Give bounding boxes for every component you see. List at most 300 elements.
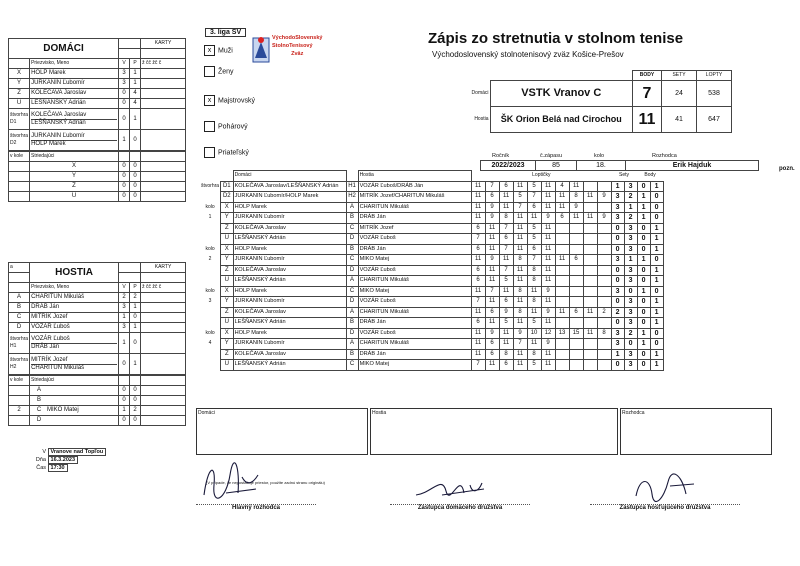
away-sets: 3 <box>624 349 637 360</box>
doubles-player-2: LEŠŇANSKÝ Adrián <box>31 119 86 126</box>
doubles-player-1: MITRÍK Jozef <box>31 357 117 365</box>
game-row <box>200 265 663 276</box>
away-sets: 1 <box>624 255 637 266</box>
set-score: 9 <box>485 255 499 266</box>
sub-round <box>9 182 30 192</box>
sub-cards <box>141 192 186 202</box>
notes-away[interactable]: Hostia <box>370 408 618 455</box>
set-score: 8 <box>499 213 513 224</box>
home-sets: 3 <box>611 255 624 266</box>
doubles-cards <box>141 354 186 375</box>
player-wins: 1 <box>119 313 130 323</box>
set-score <box>583 339 597 350</box>
match-grid: Domáci Hostia Loptičky Sety Body štvorhra D1 KOLEČAVA Jaroslav/LEŠŇANSKÝ Adrián H1 VOZÁR Ľuboš/DRÁB Ján 11 7 6 11 5 11 4 11 1 3 0 1 D2 JURKANIN Ľubomír/HOLP Marek H2 MITRÍK Jozef/CHARITUN Mikuláš 11 6 11 5 7 11 11 8 11 9 3 2 1 0 kolo X HOLP Marek A CHARITUN Mikuláš 11 9 11 7 6 11 11 9 3 1 1 0 1 Y JURKANIN Ľubomír B DRÁB Ján 11 9 8 11 11 9 6 11 11 9 3 2 1 0 Z KOLEČAVA Jaroslav C MITRÍK Jozef 6 11 7 11 5 11 0 3 0 1 U LEŠŇANSKÝ Adrián D VOZÁR Ľuboš 7 11 6 11 5 11 0 3 0 1 kolo X HOLP Marek B DRÁB Ján 6 11 7 11 6 11 0 3 0 1 2 Y JURKANIN Ľubomír C MIKO Matej 11 9 11 8 7 11 11 6 3 1 1 0 Z KOLEČAVA Jaroslav D VOZÁR Ľuboš 6 11 7 11 8 11 0 3 0 1 U LEŠŇANSKÝ Adrián A CHARITUN Mikuláš 6 11 5 11 8 11 0 3 0 1 kolo X HOLP Marek C MIKO Matej 11 7 11 8 11 9 3 0 1 0 3 Y JURKANIN Ľubomír D VOZÁR Ľuboš 7 11 6 11 8 11 0 3 0 1 Z KOLEČAVA Jaroslav A CHARITUN Mikuláš 11 6 9 8 11 9 11 6 11 2 2 3 0 1 U LEŠŇANSKÝ Adrián B DRÁB Ján 6 11 5 11 5 11 0 3 0 1 kolo X HOLP Marek D VOZÁR Ľuboš 11 9 11 9 10 12 13 15 11 8 3 2 1 0 4 Y JURKANIN Ľubomír A CHARITUN Mikuláš 11 6 11 7 11 9 3 0 1 0 Z KOLEČAVA Jaroslav B DRÁB Ján 11 6 8 11 8 11 1 3 0 1 U LEŠŇANSKÝ Adrián C MIKO Matej 7 11 6 11 5 11 0 3 0 1 <box>200 170 664 371</box>
sub-name: MIKO Matej <box>47 407 79 413</box>
player-cards <box>141 79 186 89</box>
sub-losses: 0 <box>130 192 141 202</box>
away-sets: 3 <box>624 307 637 318</box>
home-balls: 538 <box>697 81 732 107</box>
set-score <box>555 318 569 329</box>
home-player: HOLP Marek <box>233 244 346 255</box>
player-wins: 3 <box>119 303 130 313</box>
away-slot: D <box>346 265 358 276</box>
doubles-cards <box>141 130 186 151</box>
set-score: 9 <box>485 328 499 339</box>
away-point: 1 <box>650 307 663 318</box>
set-score <box>597 318 611 329</box>
set-score: 9 <box>485 202 499 213</box>
away-roster-title: HOSTIA <box>30 263 119 283</box>
away-slot: B <box>346 318 358 329</box>
set-score: 11 <box>583 213 597 224</box>
player-losses: 4 <box>130 99 141 109</box>
set-score: 6 <box>499 181 513 192</box>
set-score: 8 <box>513 255 527 266</box>
notes-home[interactable]: Domáci <box>196 408 368 455</box>
set-score: 11 <box>583 328 597 339</box>
set-score <box>555 244 569 255</box>
set-score: 9 <box>597 213 611 224</box>
set-score: 6 <box>569 255 583 266</box>
away-point: 0 <box>650 213 663 224</box>
sub-entry <box>30 386 119 396</box>
set-score: 6 <box>471 318 485 329</box>
game-round: štvorhra <box>201 182 220 189</box>
game-row <box>200 307 663 318</box>
set-score: 7 <box>499 265 513 276</box>
set-score: 11 <box>541 349 555 360</box>
set-score: 11 <box>555 255 569 266</box>
doubles-cards <box>141 333 186 354</box>
set-score: 10 <box>527 328 541 339</box>
set-score: 11 <box>471 328 485 339</box>
set-score <box>569 265 583 276</box>
set-score <box>555 339 569 350</box>
set-score: 8 <box>527 297 541 308</box>
player-cards <box>141 313 186 323</box>
away-point: 0 <box>650 202 663 213</box>
set-score: 11 <box>541 360 555 371</box>
set-score: 7 <box>513 202 527 213</box>
sub-losses: 0 <box>130 162 141 172</box>
set-score: 11 <box>499 339 513 350</box>
away-player: CHARITUN Mikuláš <box>358 307 471 318</box>
game-round: kolo <box>205 287 215 294</box>
set-score: 9 <box>499 307 513 318</box>
sub-round <box>9 172 30 182</box>
away-sets: 3 <box>624 234 637 245</box>
set-score: 7 <box>485 286 499 297</box>
home-rep-signature-label: Zástupca domáceho družstva <box>390 504 530 511</box>
notes-referee[interactable]: Rozhodca <box>620 408 772 455</box>
away-sets: 2 <box>624 328 637 339</box>
doubles-player-1: VOZÁR Ľuboš <box>31 336 117 344</box>
home-points: 7 <box>633 81 662 107</box>
away-sets: 0 <box>624 339 637 350</box>
set-score: 11 <box>485 318 499 329</box>
away-player: DRÁB Ján <box>358 318 471 329</box>
home-sets: 2 <box>611 307 624 318</box>
doubles-player-2: CHARITUN Mikuláš <box>31 364 85 371</box>
home-slot: X <box>221 328 234 339</box>
set-score: 11 <box>485 297 499 308</box>
set-score <box>583 265 597 276</box>
set-score <box>597 181 611 192</box>
away-player: CHARITUN Mikuláš <box>358 339 471 350</box>
set-score: 11 <box>583 192 597 203</box>
referee-signature-label: Hlavný rozhodca <box>196 504 316 511</box>
away-player: MIKO Matej <box>358 255 471 266</box>
set-score: 11 <box>541 297 555 308</box>
set-score: 7 <box>499 223 513 234</box>
set-score: 8 <box>499 349 513 360</box>
category-women[interactable]: Ženy <box>204 66 234 77</box>
away-player: MITRÍK Jozef <box>358 223 471 234</box>
home-slot: D2 <box>221 192 234 203</box>
logo-line-3: Zväz <box>291 51 304 57</box>
sub-wins: 0 <box>119 386 130 396</box>
cards-header: KARTY <box>141 39 186 49</box>
away-sets: 3 <box>624 181 637 192</box>
set-score <box>583 234 597 245</box>
set-score: 11 <box>513 265 527 276</box>
sub-letter: C <box>36 407 42 413</box>
home-sub-row <box>9 172 186 182</box>
set-score: 11 <box>541 234 555 245</box>
home-sets: 0 <box>611 318 624 329</box>
set-score: 8 <box>513 307 527 318</box>
away-sets: 3 <box>624 276 637 287</box>
away-point: 1 <box>650 360 663 371</box>
set-score: 7 <box>471 297 485 308</box>
home-sets: 0 <box>611 244 624 255</box>
home-point: 0 <box>637 265 650 276</box>
set-score: 11 <box>555 307 569 318</box>
set-score: 11 <box>499 202 513 213</box>
player-letter: U <box>9 99 30 109</box>
player-losses: 4 <box>130 89 141 99</box>
home-player-row <box>9 99 186 109</box>
set-score: 11 <box>541 181 555 192</box>
player-letter: X <box>9 69 30 79</box>
set-score: 11 <box>485 360 499 371</box>
set-score: 11 <box>471 255 485 266</box>
set-score <box>569 339 583 350</box>
home-sets: 0 <box>611 360 624 371</box>
set-score: 9 <box>513 328 527 339</box>
set-score: 11 <box>471 307 485 318</box>
set-score: 12 <box>541 328 555 339</box>
game-row <box>200 360 663 371</box>
home-point: 0 <box>637 244 650 255</box>
set-score <box>555 349 569 360</box>
away-slot: A <box>346 202 358 213</box>
doubles-wins: 1 <box>119 130 130 151</box>
set-score: 11 <box>527 307 541 318</box>
player-name: HOLP Marek <box>30 69 119 79</box>
player-name: CHARITUN Mikuláš <box>30 293 119 303</box>
sub-entry <box>30 416 119 426</box>
away-slot: B <box>346 349 358 360</box>
away-player: VOZÁR Ľuboš <box>358 265 471 276</box>
home-player: JURKANIN Ľubomír <box>233 297 346 308</box>
game-round: 2 <box>208 256 212 263</box>
set-score: 11 <box>485 223 499 234</box>
home-slot: U <box>221 318 234 329</box>
set-score: 11 <box>513 181 527 192</box>
sub-letter: X <box>30 162 119 172</box>
doubles-player-2: HOLP Marek <box>31 140 66 147</box>
set-score: 11 <box>555 192 569 203</box>
competition-cup[interactable]: Pohárový <box>204 121 248 132</box>
game-row <box>200 276 663 287</box>
sub-cards <box>141 182 186 192</box>
sub-letter: Z <box>30 182 119 192</box>
home-player: JURKANIN Ľubomír <box>233 339 346 350</box>
set-score: 11 <box>541 265 555 276</box>
away-sub-row <box>9 386 186 396</box>
player-letter: Z <box>9 89 30 99</box>
place-value: Vranove nad Topľou <box>48 448 107 456</box>
set-score: 11 <box>471 181 485 192</box>
game-row <box>200 181 663 192</box>
sub-wins: 1 <box>119 406 130 416</box>
game-row <box>200 297 663 308</box>
sub-losses: 0 <box>130 396 141 406</box>
set-score: 4 <box>555 181 569 192</box>
home-slot: X <box>221 244 234 255</box>
set-score <box>597 234 611 245</box>
player-letter: C <box>9 313 30 323</box>
set-score: 11 <box>471 202 485 213</box>
game-row <box>200 213 663 224</box>
away-sets: 3 <box>624 223 637 234</box>
set-score: 11 <box>471 339 485 350</box>
set-score <box>597 223 611 234</box>
sub-entry <box>30 406 119 416</box>
home-sets: 0 <box>611 223 624 234</box>
set-score <box>597 286 611 297</box>
game-row <box>200 192 663 203</box>
away-player: MIKO Matej <box>358 286 471 297</box>
home-doubles-row <box>9 109 186 130</box>
away-point: 0 <box>650 328 663 339</box>
doubles-label: štvorhra H1 <box>9 333 30 354</box>
competition-league[interactable]: x Majstrovský <box>204 95 255 106</box>
away-slot: A <box>346 339 358 350</box>
set-score: 2 <box>597 307 611 318</box>
sub-letter: D <box>36 417 42 423</box>
set-score: 11 <box>541 255 555 266</box>
home-point: 1 <box>637 213 650 224</box>
home-slot: X <box>221 202 234 213</box>
competition-friendly[interactable]: Priateľský <box>204 147 249 158</box>
set-score: 11 <box>569 213 583 224</box>
set-score: 11 <box>541 192 555 203</box>
player-wins: 0 <box>119 99 130 109</box>
home-slot: Z <box>221 349 234 360</box>
away-sets: 3 <box>624 244 637 255</box>
set-score <box>555 234 569 245</box>
home-point: 0 <box>637 234 650 245</box>
game-round <box>200 234 221 245</box>
category-men[interactable]: x Muži <box>204 45 233 56</box>
sub-wins: 0 <box>119 182 130 192</box>
set-score: 9 <box>541 339 555 350</box>
doubles-player-1: JURKANIN Ľubomír <box>31 133 117 141</box>
set-score: 6 <box>471 223 485 234</box>
away-rep-signature-icon <box>630 468 700 504</box>
set-score: 11 <box>541 244 555 255</box>
set-score <box>569 276 583 287</box>
game-row <box>200 255 663 266</box>
home-point: 0 <box>637 318 650 329</box>
player-wins: 2 <box>119 293 130 303</box>
set-score <box>583 360 597 371</box>
doubles-player-2: DRÁB Ján <box>31 343 60 350</box>
home-player-row <box>9 89 186 99</box>
set-score: 11 <box>471 213 485 224</box>
away-point: 0 <box>650 339 663 350</box>
player-losses: 1 <box>130 323 141 333</box>
player-letter: D <box>9 323 30 333</box>
home-sets: 3 <box>611 286 624 297</box>
game-row <box>200 328 663 339</box>
set-score: 8 <box>527 276 541 287</box>
sub-losses: 0 <box>130 182 141 192</box>
set-score: 11 <box>541 318 555 329</box>
set-score: 11 <box>485 276 499 287</box>
set-score: 9 <box>569 202 583 213</box>
home-sets: 3 <box>611 339 624 350</box>
player-letter: B <box>9 303 30 313</box>
away-slot: C <box>346 286 358 297</box>
set-score: 6 <box>555 213 569 224</box>
away-sets: 3 <box>624 318 637 329</box>
set-score <box>597 265 611 276</box>
home-slot: Z <box>221 223 234 234</box>
away-team-name: ŠK Orion Belá nad Cirochou <box>490 107 633 133</box>
away-point: 1 <box>650 223 663 234</box>
game-row <box>200 318 663 329</box>
home-sets: 0 <box>611 234 624 245</box>
away-player: VOZÁR Ľuboš <box>358 328 471 339</box>
set-score: 11 <box>513 223 527 234</box>
away-point: 1 <box>650 276 663 287</box>
away-sets: 1 <box>624 202 637 213</box>
away-slot: H2 <box>346 192 358 203</box>
set-score <box>597 202 611 213</box>
away-player: MIKO Matej <box>358 360 471 371</box>
set-score: 11 <box>541 276 555 287</box>
set-score <box>583 276 597 287</box>
sub-round <box>9 396 30 406</box>
set-score <box>583 255 597 266</box>
home-sub-row <box>9 182 186 192</box>
home-sets: 0 <box>611 297 624 308</box>
home-sets: 3 <box>611 202 624 213</box>
union-logo <box>250 32 336 74</box>
player-wins: 0 <box>119 89 130 99</box>
set-score: 6 <box>485 349 499 360</box>
home-player: KOLEČAVA Jaroslav/LEŠŇANSKÝ Adrián <box>233 181 346 192</box>
set-score: 11 <box>569 181 583 192</box>
away-player: VOZÁR Ľuboš <box>358 234 471 245</box>
doubles-losses: 1 <box>130 109 141 130</box>
away-slot: A <box>346 276 358 287</box>
page-subtitle: Východoslovenský stolnotenisový zväz Košice-Prešov <box>432 50 624 59</box>
player-losses: 1 <box>130 303 141 313</box>
home-player: LEŠŇANSKÝ Adrián <box>233 360 346 371</box>
set-score <box>569 234 583 245</box>
home-point: 0 <box>637 307 650 318</box>
set-score: 5 <box>513 192 527 203</box>
set-score: 7 <box>471 360 485 371</box>
set-score: 6 <box>471 265 485 276</box>
home-player: LEŠŇANSKÝ Adrián <box>233 234 346 245</box>
sub-losses: 0 <box>130 416 141 426</box>
home-point: 1 <box>637 328 650 339</box>
player-cards <box>141 323 186 333</box>
game-round <box>200 349 221 360</box>
away-sets: 3 <box>624 297 637 308</box>
set-score: 11 <box>471 286 485 297</box>
away-player-row <box>9 323 186 333</box>
sub-cards <box>141 162 186 172</box>
set-score <box>555 223 569 234</box>
player-name: JURKANIN Ľubomír <box>30 79 119 89</box>
doubles-label: štvorhra D2 <box>9 130 30 151</box>
doubles-label: štvorhra D1 <box>9 109 30 130</box>
set-score: 11 <box>583 307 597 318</box>
away-sub-row <box>9 416 186 426</box>
set-score <box>597 255 611 266</box>
home-slot: Z <box>221 265 234 276</box>
sub-round: 2 <box>9 406 30 416</box>
home-point: 0 <box>637 349 650 360</box>
set-score <box>597 349 611 360</box>
home-point: 1 <box>637 192 650 203</box>
home-doubles-row <box>9 130 186 151</box>
set-score: 11 <box>513 349 527 360</box>
set-score <box>555 286 569 297</box>
sub-round <box>9 386 30 396</box>
away-slot: C <box>346 255 358 266</box>
set-score: 9 <box>597 192 611 203</box>
set-score: 5 <box>527 181 541 192</box>
game-round: kolo <box>205 245 215 252</box>
set-score: 9 <box>541 286 555 297</box>
set-score: 11 <box>499 255 513 266</box>
set-score <box>597 244 611 255</box>
home-player: HOLP Marek <box>233 328 346 339</box>
set-score: 5 <box>499 276 513 287</box>
set-score: 13 <box>555 328 569 339</box>
sub-wins: 0 <box>119 416 130 426</box>
away-player-row <box>9 313 186 323</box>
player-letter: Y <box>9 79 30 89</box>
set-score: 11 <box>527 339 541 350</box>
away-sets: 3 <box>624 265 637 276</box>
referee-signature-icon <box>196 455 266 505</box>
away-player: VOZÁR Ľuboš/DRÁB Ján <box>358 181 471 192</box>
set-score: 11 <box>513 360 527 371</box>
away-player: CHARITUN Mikuláš <box>358 276 471 287</box>
set-score <box>555 297 569 308</box>
set-score: 6 <box>527 202 541 213</box>
set-score <box>555 265 569 276</box>
player-letter: A <box>9 293 30 303</box>
